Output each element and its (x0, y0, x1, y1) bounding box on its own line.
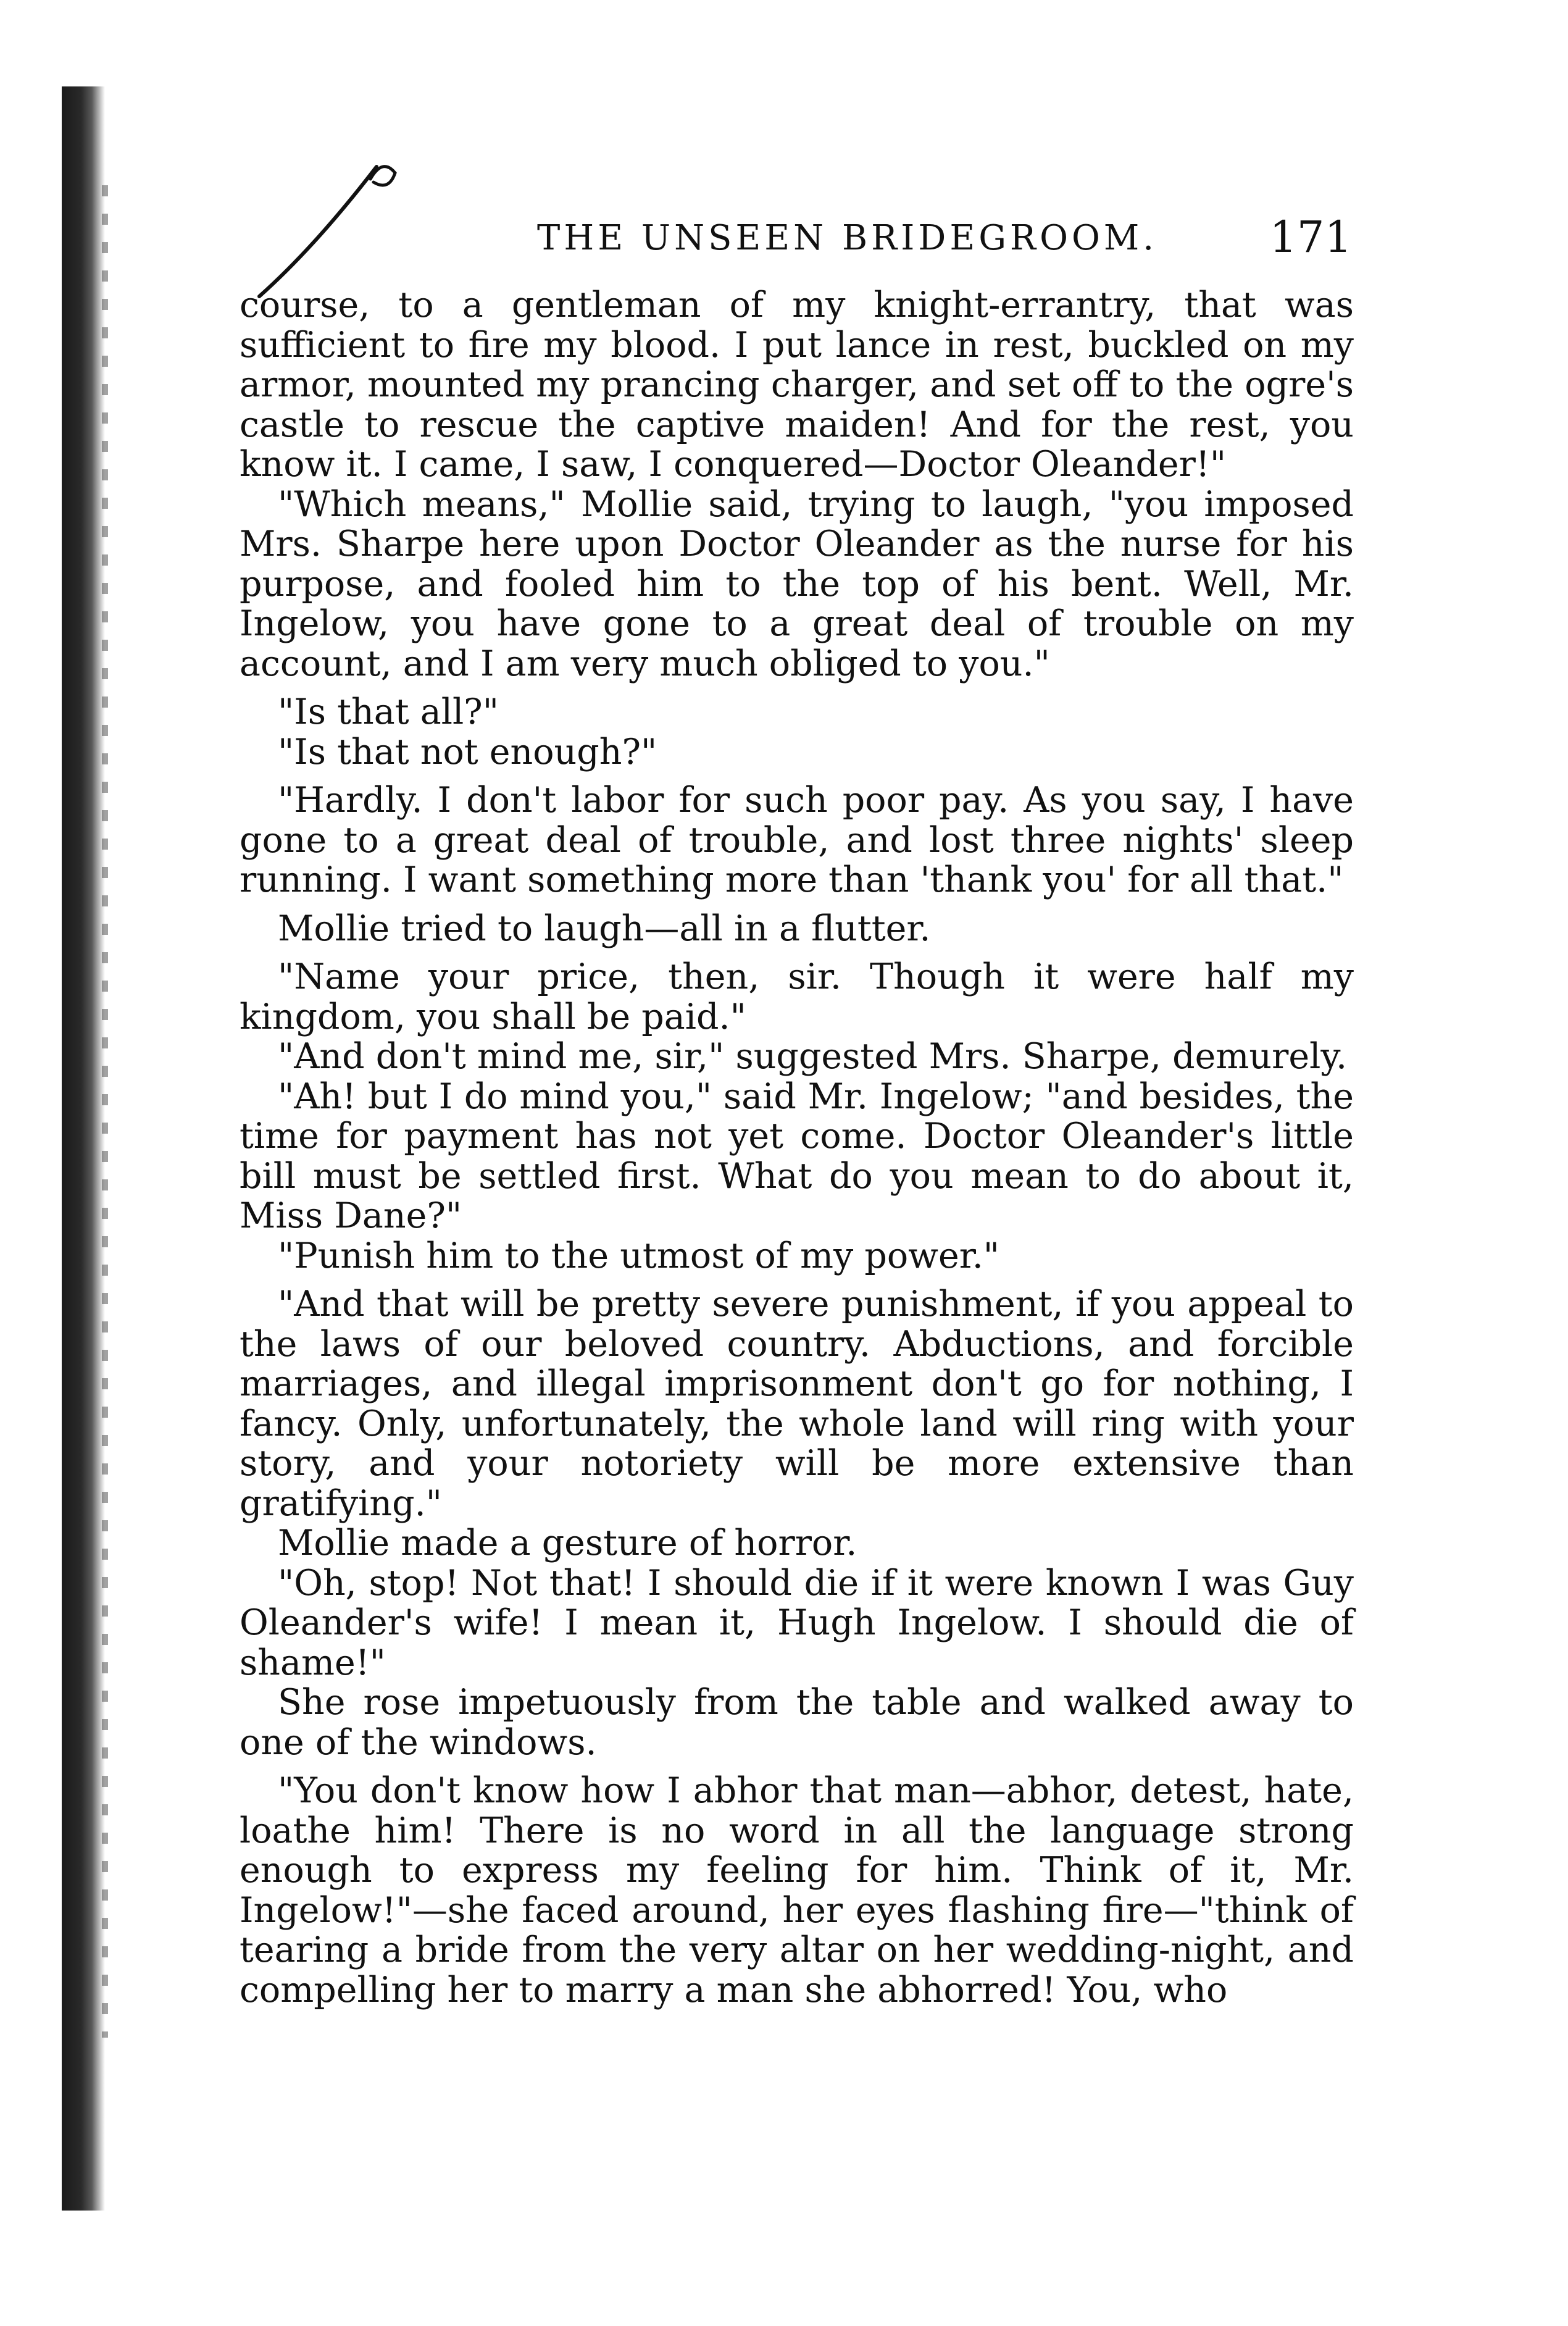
paragraph: "And that will be pretty severe punishment, if you appeal to the laws of our beloved country. Abductions, and forcible marriages, and illegal imprisonment don't go for nothing, I fancy. Only, unfortunately, the whole land will ring with your story, and your notoriety will be more extensive than gratifying." (240, 1284, 1354, 1524)
paragraph: course, to a gentleman of my knight-errantry, that was sufficient to fire my blood. I put lance in rest, buckled on my armor, mounted my prancing charger, and set off to the ogre's castle to rescue the captive maiden! And for the rest, you know it. I came, I saw, I conquered—Doctor Oleander!" (240, 285, 1354, 485)
paragraph: "Name your price, then, sir. Though it were half my kingdom, you shall be paid." (240, 956, 1354, 1037)
paragraph: "You don't know how I abhor that man—abhor, detest, hate, loathe him! There is no word in all the language strong enough to express my feeling for him. Think of it, Mr. Ingelow!"—she faced around, her eyes flashing fire—"think of tearing a bride from the very altar on her wedding-night, and compelling her to marry a man she abhorred! You, who (240, 1770, 1354, 2010)
page-binding-shadow (62, 86, 105, 2211)
paragraph: "Is that all?" (278, 692, 499, 732)
page-number: 171 (1269, 212, 1352, 262)
paragraph: "Oh, stop! Not that! I should die if it were known I was Guy Oleander's wife! I mean it, Hugh Ingelow. I should die of shame!" (240, 1562, 1354, 1683)
paragraph: "Is that not enough?" (278, 731, 657, 772)
running-title: THE UNSEEN BRIDEGROOM. (537, 218, 1158, 258)
paragraph: She rose impetuously from the table and walked away to one of the windows. (240, 1682, 1354, 1763)
page-binding-texture (102, 185, 108, 2038)
paragraph: "And don't mind me, sir," suggested Mrs. Sharpe, demurely. (278, 1036, 1348, 1077)
paragraph: Mollie made a gesture of horror. (278, 1523, 857, 1563)
paragraph: "Which means," Mollie said, trying to laugh, "you imposed Mrs. Sharpe here upon Doctor Oleander as the nurse for his purpose, and fooled him to the top of his bent. Well, Mr. Ingelow, you have gone to a great deal of trouble on my account, and I am very much obliged to you." (240, 483, 1354, 684)
paragraph: "Hardly. I don't labor for such poor pay. As you say, I have gone to a great deal of trouble, and lost three nights' sleep running. I want something more than 'thank you' for all that." (240, 780, 1354, 900)
paragraph: "Punish him to the utmost of my power." (278, 1235, 1000, 1276)
paragraph: "Ah! but I do mind you," said Mr. Ingelow; "and besides, the time for payment has not yet come. Doctor Oleander's little bill must be settled first. What do you mean to do about it, Miss Dane?" (240, 1076, 1354, 1236)
page-header (241, 207, 1352, 275)
body-text (240, 285, 1354, 2010)
paragraph: Mollie tried to laugh—all in a flutter. (278, 908, 931, 949)
